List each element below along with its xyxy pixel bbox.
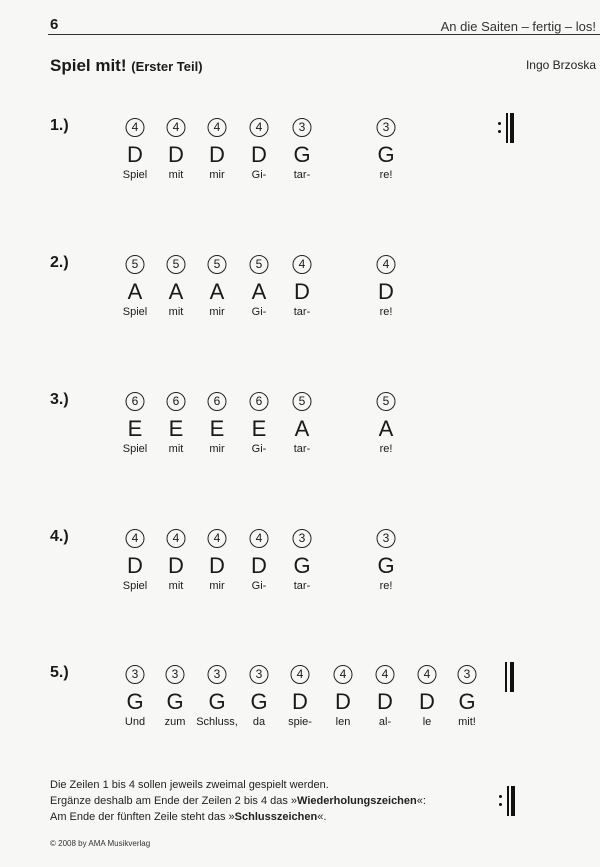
- note-name: D: [251, 142, 267, 167]
- note-name: A: [127, 279, 143, 304]
- lyric-syllable: re!: [379, 443, 393, 455]
- string-number: 3: [293, 118, 312, 137]
- lyric-syllable: re!: [379, 580, 393, 592]
- note-name: D: [378, 279, 394, 304]
- copyright: © 2008 by AMA Musikverlag: [50, 839, 151, 848]
- note-name: D: [168, 553, 184, 578]
- note-name: E: [168, 416, 184, 441]
- header-rule: [48, 34, 600, 35]
- lyric-syllable: Spiel: [122, 306, 148, 318]
- note-name: D: [335, 689, 351, 714]
- note-name: D: [377, 689, 393, 714]
- note-name: E: [251, 416, 267, 441]
- note-name: D: [294, 279, 310, 304]
- instruction-line-2: [50, 793, 426, 809]
- instruction-line-2-bold: Wiederholungszeichen: [297, 795, 417, 807]
- string-number: 4: [167, 529, 186, 548]
- instruction-line-2-pre: Ergänze deshalb am Ende der Zeilen 2 bis 4 das »: [50, 795, 298, 807]
- string-number: 4: [250, 529, 269, 548]
- note-name: D: [209, 142, 225, 167]
- note-name: A: [168, 279, 184, 304]
- note-name: D: [419, 689, 435, 714]
- string-number: 3: [126, 665, 145, 684]
- row-number: 2.): [50, 254, 69, 271]
- lyric-syllable: Spiel: [122, 443, 148, 455]
- instruction-line-3-bold: Schlusszeichen: [234, 811, 318, 823]
- lyric-syllable: Gi-: [251, 580, 267, 592]
- lyric-syllable: Gi-: [251, 443, 267, 455]
- song-subtitle: (Erster Teil): [131, 59, 203, 74]
- string-number: 4: [250, 118, 269, 137]
- string-number: 4: [208, 529, 227, 548]
- string-number: 5: [250, 255, 269, 274]
- lyric-syllable: Schluss,: [196, 716, 238, 728]
- lyric-syllable: le: [422, 716, 432, 728]
- lyric-syllable: mit: [168, 443, 184, 455]
- note-name: D: [209, 553, 225, 578]
- note-name: G: [250, 689, 268, 714]
- string-number: 5: [377, 392, 396, 411]
- repeat-dot-lower: [498, 130, 501, 133]
- note-name: D: [292, 689, 308, 714]
- string-number: 4: [418, 665, 437, 684]
- lyric-syllable: tar-: [293, 580, 311, 592]
- note-name: G: [458, 689, 476, 714]
- lyric-syllable: Gi-: [251, 306, 267, 318]
- lyric-syllable: len: [335, 716, 351, 728]
- repeat-thick-bar: [510, 113, 514, 143]
- string-number: 3: [458, 665, 477, 684]
- song-title-main: Spiel mit!: [50, 56, 127, 75]
- string-number: 5: [208, 255, 227, 274]
- string-number: 4: [376, 665, 395, 684]
- lyric-syllable: mit: [168, 580, 184, 592]
- composer-name: Ingo Brzoska: [525, 58, 596, 72]
- string-number: 5: [167, 255, 186, 274]
- string-number: 4: [377, 255, 396, 274]
- instruction-line-3-pre: Am Ende der fünften Zeile steht das »: [50, 811, 235, 823]
- repeat-dot-upper: [498, 122, 501, 125]
- string-number: 4: [208, 118, 227, 137]
- final-thick-bar: [510, 662, 514, 692]
- string-number: 4: [126, 118, 145, 137]
- lyric-syllable: mit!: [458, 716, 476, 728]
- lyric-syllable: mir: [209, 169, 225, 181]
- lyric-syllable: re!: [379, 306, 393, 318]
- string-number: 6: [208, 392, 227, 411]
- lyric-syllable: mit: [168, 306, 184, 318]
- note-name: G: [377, 142, 395, 167]
- string-number: 6: [167, 392, 186, 411]
- note-name: A: [378, 416, 394, 441]
- note-name: G: [208, 689, 226, 714]
- string-number: 3: [293, 529, 312, 548]
- lyric-syllable: mir: [209, 443, 225, 455]
- song-title: [50, 56, 203, 76]
- row-number: 3.): [50, 391, 69, 408]
- page-number: 6: [50, 16, 59, 33]
- note-name: E: [209, 416, 225, 441]
- note-name: A: [294, 416, 310, 441]
- row-number: 5.): [50, 664, 69, 681]
- string-number: 3: [166, 665, 185, 684]
- note-name: D: [127, 142, 143, 167]
- string-number: 4: [126, 529, 145, 548]
- note-name: G: [126, 689, 144, 714]
- string-number: 4: [167, 118, 186, 137]
- lyric-syllable: Gi-: [251, 169, 267, 181]
- string-number: 3: [377, 529, 396, 548]
- lyric-syllable: Spiel: [122, 580, 148, 592]
- lyric-syllable: da: [252, 716, 266, 728]
- lyric-syllable: mir: [209, 306, 225, 318]
- note-name: G: [166, 689, 184, 714]
- string-number: 3: [250, 665, 269, 684]
- lyric-syllable: Spiel: [122, 169, 148, 181]
- lyric-syllable: mit: [168, 169, 184, 181]
- string-number: 4: [334, 665, 353, 684]
- note-name: D: [127, 553, 143, 578]
- string-number: 4: [291, 665, 310, 684]
- note-name: G: [293, 142, 311, 167]
- string-number: 5: [293, 392, 312, 411]
- string-number: 6: [250, 392, 269, 411]
- note-name: A: [251, 279, 267, 304]
- lyric-syllable: tar-: [293, 306, 311, 318]
- repeat-thin-bar: [506, 113, 508, 143]
- note-name: G: [293, 553, 311, 578]
- note-name: D: [251, 553, 267, 578]
- instruction-line-1: Die Zeilen 1 bis 4 sollen jeweils zweimal gespielt werden.: [50, 779, 329, 791]
- string-number: 5: [126, 255, 145, 274]
- lyric-syllable: tar-: [293, 443, 311, 455]
- string-number: 4: [293, 255, 312, 274]
- example-thin-bar: [507, 786, 509, 816]
- lyric-syllable: re!: [379, 169, 393, 181]
- lyric-syllable: Und: [124, 716, 146, 728]
- book-title: An die Saiten – fertig – los!: [440, 19, 596, 34]
- lyric-syllable: spie-: [288, 716, 312, 728]
- example-thick-bar: [511, 786, 515, 816]
- note-name: A: [209, 279, 225, 304]
- instruction-line-3: [50, 809, 426, 825]
- instructions: [50, 777, 426, 825]
- string-number: 3: [208, 665, 227, 684]
- string-number: 3: [377, 118, 396, 137]
- note-name: E: [127, 416, 143, 441]
- final-thin-bar: [505, 662, 507, 692]
- lyric-syllable: al-: [378, 716, 392, 728]
- instruction-line-3-post: «.: [317, 811, 327, 823]
- example-dot-upper: [499, 795, 502, 798]
- row-number: 1.): [50, 117, 69, 134]
- instruction-line-2-post: «:: [416, 795, 426, 807]
- row-number: 4.): [50, 528, 69, 545]
- lyric-syllable: zum: [164, 716, 186, 728]
- string-number: 6: [126, 392, 145, 411]
- note-name: D: [168, 142, 184, 167]
- note-name: G: [377, 553, 395, 578]
- lyric-syllable: mir: [209, 580, 225, 592]
- example-dot-lower: [499, 803, 502, 806]
- lyric-syllable: tar-: [293, 169, 311, 181]
